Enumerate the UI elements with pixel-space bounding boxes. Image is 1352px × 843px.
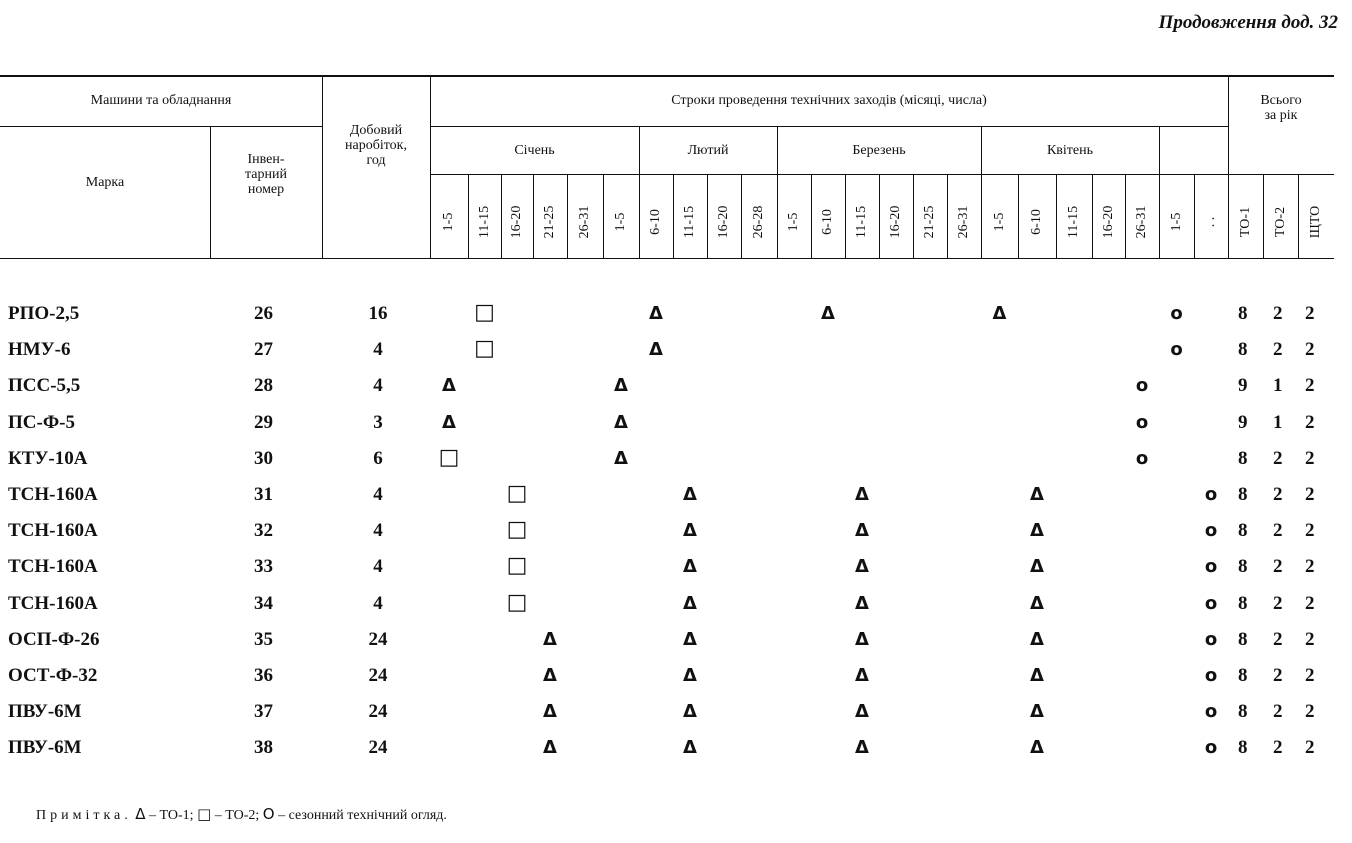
daily-hours: 4	[373, 592, 383, 614]
header-total: Всього за рік	[1260, 93, 1302, 123]
period-separator	[639, 175, 640, 258]
total-to1: 8	[1238, 737, 1248, 759]
seasonal-circle-icon: o	[1204, 701, 1218, 723]
to1-triangle-icon: Δ	[683, 592, 697, 614]
period-separator	[1092, 175, 1093, 258]
to1-triangle-icon: Δ	[683, 628, 697, 650]
inventory-number: 37	[254, 701, 273, 723]
to2-square-icon: □	[474, 300, 495, 325]
to1-triangle-icon: Δ	[855, 592, 869, 614]
inventory-number: 38	[254, 737, 273, 759]
period-separator	[1125, 175, 1126, 258]
total-shto: 2	[1305, 339, 1315, 361]
inventory-number: 34	[254, 592, 273, 614]
period-label: 16-20	[1100, 205, 1116, 239]
to2-square-icon: □	[506, 517, 528, 543]
period-separator	[707, 175, 708, 258]
seasonal-circle-icon: o	[1204, 484, 1218, 505]
to1-triangle-icon: Δ	[1030, 701, 1044, 723]
daily-hours: 24	[368, 628, 388, 650]
to1-triangle-icon: Δ	[855, 701, 869, 723]
total-to1: 8	[1238, 592, 1248, 614]
inventory-number: 30	[254, 447, 273, 469]
total-to2: 1	[1273, 375, 1283, 397]
to1-triangle-icon: Δ	[614, 447, 628, 469]
daily-hours: 4	[373, 375, 383, 397]
total-separator	[1298, 175, 1299, 258]
period-label: 21-25	[922, 205, 937, 239]
daily-hours: 4	[373, 339, 383, 361]
to1-triangle-icon: Δ	[855, 628, 869, 650]
to1-triangle-icon: Δ	[1030, 484, 1044, 505]
total-shto: 2	[1305, 701, 1315, 723]
inventory-number: 36	[254, 665, 273, 686]
machine-brand: НМУ-6	[8, 339, 71, 361]
machine-brand: РПО-2,5	[8, 303, 80, 324]
machine-brand: КТУ-10А	[8, 447, 88, 469]
total-to2: 1	[1273, 411, 1283, 433]
to2-square-icon: □	[474, 336, 495, 362]
inventory-number: 33	[254, 556, 273, 578]
to1-triangle-icon: Δ	[855, 556, 869, 578]
period-separator	[501, 175, 502, 258]
period-separator	[533, 175, 534, 258]
month-header: Березень	[852, 143, 906, 158]
period-separator	[947, 175, 948, 258]
to1-triangle-icon: Δ	[1030, 520, 1044, 542]
to1-triangle-icon: Δ	[683, 737, 697, 759]
total-shto: 2	[1305, 447, 1315, 469]
total-shto: 2	[1305, 303, 1315, 324]
square-icon: □	[197, 805, 212, 823]
period-label: 1-5	[613, 212, 628, 232]
seasonal-circle-icon: o	[1204, 628, 1218, 650]
to1-triangle-icon: Δ	[821, 303, 835, 324]
machine-brand: ОСТ-Ф-32	[8, 665, 98, 686]
to1-triangle-icon: Δ	[649, 303, 663, 324]
daily-hours: 4	[373, 484, 383, 505]
total-shto: 2	[1305, 520, 1315, 542]
circle-icon: О	[262, 805, 275, 823]
header-inventory: Інвен- тарний номер	[245, 152, 287, 197]
period-separator	[777, 175, 778, 258]
period-label: 26-31	[956, 205, 971, 239]
daily-hours: 4	[373, 520, 383, 542]
footnote: Примітка. Δ – ТО-1; □ – ТО-2; О – сезонний технічний огляд.	[36, 805, 447, 823]
header-rule-2	[430, 126, 1228, 127]
total-to1: 8	[1238, 303, 1248, 324]
to1-triangle-icon: Δ	[543, 665, 557, 686]
period-separator	[603, 175, 604, 258]
total-label: ТО-2	[1272, 206, 1288, 238]
total-to1: 8	[1238, 484, 1248, 505]
inventory-number: 32	[254, 520, 273, 542]
period-separator	[1018, 175, 1019, 258]
total-to1: 8	[1238, 556, 1248, 578]
to2-square-icon: □	[506, 589, 528, 615]
to1-triangle-icon: Δ	[1030, 592, 1044, 614]
period-label: 26-28	[751, 205, 766, 239]
seasonal-circle-icon: o	[1204, 520, 1218, 542]
header-dates: Строки проведення технічних заходів (місяці, числа)	[671, 93, 987, 108]
seasonal-circle-icon: o	[1170, 339, 1183, 361]
total-shto: 2	[1305, 411, 1315, 433]
total-label: ЩТО	[1308, 205, 1323, 239]
total-to1: 9	[1238, 375, 1248, 397]
month-header: Січень	[514, 143, 555, 158]
daily-hours: 4	[373, 556, 383, 578]
seasonal-circle-icon: o	[1204, 665, 1218, 686]
to1-triangle-icon: Δ	[855, 484, 869, 505]
to1-triangle-icon: Δ	[614, 375, 628, 397]
total-shto: 2	[1305, 484, 1315, 505]
total-to2: 2	[1273, 592, 1283, 614]
total-to2: 2	[1273, 520, 1283, 542]
total-to2: 2	[1273, 556, 1283, 578]
total-shto: 2	[1305, 556, 1315, 578]
to1-triangle-icon: Δ	[1030, 737, 1044, 759]
period-label: 26-31	[577, 205, 592, 239]
total-to1: 8	[1238, 447, 1248, 469]
total-to2: 2	[1273, 303, 1283, 324]
total-to2: 2	[1273, 484, 1283, 505]
daily-hours: 24	[368, 665, 388, 686]
inventory-number: 27	[254, 339, 273, 361]
period-separator	[811, 175, 812, 258]
period-separator	[913, 175, 914, 258]
machine-brand: ТСН-160А	[8, 556, 98, 578]
inventory-number: 35	[254, 628, 273, 650]
header-rule-3	[430, 174, 1334, 175]
seasonal-circle-icon: o	[1204, 556, 1218, 578]
machine-brand: ПС-Ф-5	[8, 411, 75, 433]
total-to1: 8	[1238, 628, 1248, 650]
period-label: 1-5	[1168, 212, 1184, 232]
seasonal-circle-icon: o	[1135, 411, 1149, 433]
to2-square-icon: □	[506, 481, 528, 506]
period-label: 1-5	[991, 212, 1007, 232]
period-label: 11-15	[476, 205, 492, 239]
period-separator	[879, 175, 880, 258]
daily-hours: 24	[368, 701, 388, 723]
to1-triangle-icon: Δ	[855, 665, 869, 686]
period-label: 26-31	[1134, 205, 1149, 239]
seasonal-circle-icon: o	[1170, 303, 1183, 324]
total-separator	[1263, 175, 1264, 258]
to2-square-icon: □	[506, 553, 528, 579]
period-separator	[1159, 175, 1160, 258]
total-shto: 2	[1305, 592, 1315, 614]
period-label: 11-15	[682, 205, 697, 239]
seasonal-circle-icon: o	[1204, 737, 1218, 759]
to1-triangle-icon: Δ	[683, 665, 697, 686]
period-label: 6-10	[648, 209, 663, 235]
period-label: 16-20	[716, 205, 731, 239]
seasonal-circle-icon: o	[1204, 592, 1218, 614]
running-head: Продовження дод. 32	[1158, 12, 1338, 33]
period-label: 1-5	[786, 212, 801, 232]
total-to2: 2	[1273, 701, 1283, 723]
to1-triangle-icon: Δ	[855, 737, 869, 759]
total-to1: 9	[1238, 411, 1248, 433]
period-label: 16-20	[509, 205, 524, 239]
period-separator	[981, 175, 982, 258]
to1-triangle-icon: Δ	[543, 701, 557, 723]
machine-brand: ПВУ-6М	[8, 737, 82, 759]
header-brand: Марка	[85, 175, 125, 190]
to1-triangle-icon: Δ	[543, 628, 557, 650]
triangle-icon: Δ	[135, 805, 146, 823]
to1-triangle-icon: Δ	[683, 520, 697, 542]
to1-triangle-icon: Δ	[683, 701, 697, 723]
period-label: 1-5	[441, 212, 456, 232]
inventory-number: 31	[254, 484, 273, 505]
total-shto: 2	[1305, 628, 1315, 650]
seasonal-circle-icon: o	[1135, 375, 1149, 397]
header-daily: Добовий наробіток, год	[345, 123, 407, 168]
to1-triangle-icon: Δ	[614, 411, 628, 433]
total-to2: 2	[1273, 665, 1283, 686]
machine-brand: ТСН-160А	[8, 520, 98, 542]
to2-square-icon: □	[438, 444, 460, 470]
to1-triangle-icon: Δ	[1030, 556, 1044, 578]
period-label: 11-15	[854, 205, 869, 239]
daily-hours: 24	[368, 737, 388, 759]
to1-triangle-icon: Δ	[855, 520, 869, 542]
total-to2: 2	[1273, 339, 1283, 361]
machine-brand: ТСН-160А	[8, 484, 98, 505]
period-label: 6-10	[1029, 209, 1044, 235]
period-label: . .	[1203, 216, 1218, 228]
header-rule-1	[0, 126, 322, 127]
period-separator	[468, 175, 469, 258]
to1-triangle-icon: Δ	[1030, 628, 1044, 650]
total-to2: 2	[1273, 737, 1283, 759]
header-machines: Машини та обладнання	[90, 93, 232, 108]
total-shto: 2	[1305, 737, 1315, 759]
inventory-number: 28	[254, 375, 273, 397]
inventory-number: 26	[254, 303, 273, 324]
total-shto: 2	[1305, 375, 1315, 397]
machine-brand: ПВУ-6М	[8, 701, 82, 723]
total-to1: 8	[1238, 520, 1248, 542]
to1-triangle-icon: Δ	[683, 556, 697, 578]
period-separator	[673, 175, 674, 258]
to1-triangle-icon: Δ	[1030, 665, 1044, 686]
month-header: Лютий	[687, 143, 729, 158]
total-label: ТО-1	[1237, 206, 1253, 238]
total-to2: 2	[1273, 628, 1283, 650]
total-shto: 2	[1305, 665, 1315, 686]
daily-hours: 3	[373, 411, 383, 433]
to1-triangle-icon: Δ	[543, 737, 557, 759]
to1-triangle-icon: Δ	[442, 375, 456, 397]
to1-triangle-icon: Δ	[683, 484, 697, 505]
daily-hours: 6	[373, 447, 383, 469]
inventory-number: 29	[254, 411, 273, 433]
period-label: 6-10	[820, 209, 835, 235]
machine-brand: ОСП-Ф-26	[8, 628, 100, 650]
table-top-rule	[0, 75, 1334, 77]
period-separator	[845, 175, 846, 258]
to1-triangle-icon: Δ	[992, 303, 1007, 324]
period-separator	[741, 175, 742, 258]
month-header: Квітень	[1046, 143, 1094, 158]
to1-triangle-icon: Δ	[649, 339, 663, 361]
period-label: 16-20	[888, 205, 903, 239]
to1-triangle-icon: Δ	[442, 411, 456, 433]
total-to2: 2	[1273, 447, 1283, 469]
total-to1: 8	[1238, 339, 1248, 361]
period-separator	[1194, 175, 1195, 258]
header-bottom-rule	[0, 258, 1334, 259]
period-separator	[1056, 175, 1057, 258]
total-to1: 8	[1238, 665, 1248, 686]
seasonal-circle-icon: o	[1135, 447, 1149, 469]
total-to1: 8	[1238, 701, 1248, 723]
machine-brand: ПСС-5,5	[8, 375, 81, 397]
period-label: 21-25	[542, 205, 557, 239]
period-label: 11-15	[1066, 205, 1081, 239]
daily-hours: 16	[368, 303, 388, 324]
period-separator	[567, 175, 568, 258]
machine-brand: ТСН-160А	[8, 592, 98, 614]
